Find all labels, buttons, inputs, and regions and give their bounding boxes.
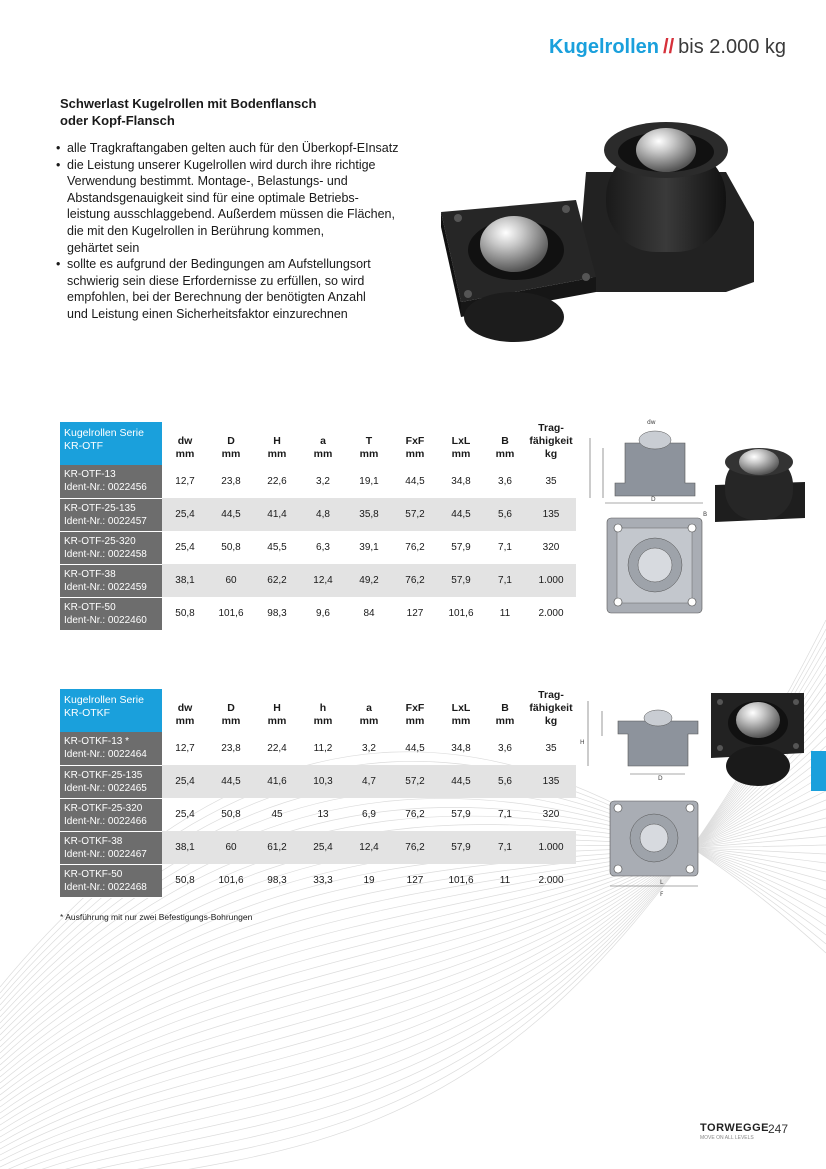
product-name-line: KR-OTF-38 (64, 568, 116, 580)
table-cell: 98,3 (267, 875, 287, 886)
drawing-label-b: B (703, 511, 708, 518)
product-photo-otf (710, 440, 810, 540)
series-label-line: Kugelrollen Serie (64, 427, 144, 439)
column-header (254, 422, 300, 465)
product-name-cell (60, 465, 162, 498)
column-header-line: mm (313, 715, 333, 727)
table-cell: 60 (208, 564, 254, 597)
table-cell: 50,8 (175, 608, 195, 619)
feature-list-line: die mit den Kugelrollen in Berührung kommen, (67, 223, 325, 238)
drawing-label-l: L (660, 879, 664, 886)
series-label-line: KR-OTKF (64, 707, 111, 719)
table-cell: 57,9 (438, 564, 484, 597)
column-header-line: mm (267, 715, 287, 727)
feature-list (56, 140, 426, 323)
drawing-label-h: H (580, 739, 585, 746)
table-cell: 10,3 (300, 765, 346, 798)
table-cell: 11 (499, 608, 511, 619)
table-row (60, 831, 576, 864)
product-name-cell (60, 498, 162, 531)
table-cell: 3,6 (498, 743, 512, 754)
column-header-line: LxL (451, 435, 471, 447)
column-header-line: mm (451, 715, 471, 727)
table-cell: 45 (271, 809, 283, 820)
table-cell: 50,8 (175, 875, 195, 886)
page-header (549, 36, 786, 59)
product-name-line: Ident-Nr.: 0022456 (64, 482, 147, 494)
column-header-line: mm (175, 448, 195, 460)
table-cell: 62,2 (254, 564, 300, 597)
column-header-line: mm (267, 448, 287, 460)
feature-list-line: • sollte es aufgrund der Bedingungen am Aufstellungsort (67, 257, 371, 272)
table-cell: 44,5 (405, 743, 425, 754)
table-cell: 6,9 (362, 809, 376, 820)
column-header-line: mm (313, 448, 333, 460)
column-header-line: LxL (451, 702, 471, 714)
table-cell: 76,2 (405, 542, 425, 553)
table-cell: 22,4 (267, 743, 287, 754)
column-header-line: dw (177, 702, 193, 714)
table-cell: 35 (545, 476, 557, 487)
table-cell: 127 (406, 608, 424, 619)
feature-list-item (56, 140, 426, 157)
product-name-line: KR-OTKF-25-135 (64, 769, 143, 781)
column-header (346, 689, 392, 732)
column-header (526, 689, 576, 732)
table-cell: 34,8 (451, 476, 471, 487)
table-cell: 44,5 (405, 476, 425, 487)
table-cell: 76,2 (405, 809, 425, 820)
column-header-line: mm (405, 448, 425, 460)
table-cell: 2.000 (538, 608, 564, 619)
product-name-line: KR-OTF-25-135 (64, 502, 136, 514)
product-name-cell (60, 531, 162, 564)
drawing-label-f: F (660, 891, 664, 898)
product-name-line: KR-OTKF-50 (64, 868, 123, 880)
column-header (438, 689, 484, 732)
feature-list-line: leistung ausschlaggebend. Außerdem müssen die Flächen, (67, 207, 395, 222)
table-cell: 7,1 (498, 542, 512, 553)
column-header (346, 422, 392, 465)
table-cell: 13 (317, 809, 329, 820)
table-cell: 44,5 (208, 498, 254, 531)
column-header (300, 689, 346, 732)
table-row (60, 732, 576, 765)
brand-tagline: MOVE ON ALL LEVELS (700, 1135, 754, 1141)
column-header-line: mm (221, 715, 241, 727)
section-heading-line: oder Kopf-Flansch (60, 113, 175, 128)
table-cell: 60 (208, 831, 254, 864)
footer-logo (700, 1122, 769, 1141)
header-separator: // (663, 36, 675, 58)
section-tab (811, 751, 826, 791)
table-cell: 49,2 (346, 564, 392, 597)
table-cell: 23,8 (221, 743, 241, 754)
table-cell: 44,5 (438, 498, 484, 531)
column-header (526, 422, 576, 465)
table-cell: 3,2 (316, 476, 330, 487)
section-heading-line: Schwerlast Kugelrollen mit Bodenflansch (60, 96, 317, 111)
column-header-line: fähigkeit (529, 435, 573, 447)
table-cell: 135 (526, 765, 576, 798)
product-name-line: Ident-Nr.: 0022465 (64, 782, 147, 794)
column-header (392, 689, 438, 732)
table-cell: 25,4 (175, 809, 195, 820)
table-cell: 98,3 (267, 608, 287, 619)
column-header-line: mm (175, 715, 195, 727)
brand-logo: TORWEGGE (700, 1122, 769, 1134)
page-number: 247 (768, 1122, 789, 1136)
column-header-line: kg (544, 448, 558, 460)
feature-list-line: Verwendung bestimmt. Montage-, Belastungs- und (67, 174, 348, 189)
column-header-line: mm (495, 715, 515, 727)
table-cell: 5,6 (484, 498, 526, 531)
table-header-row (60, 422, 576, 465)
feature-list-line: Abstandsgenauigkeit sind für eine optimale Betriebs- (67, 190, 359, 205)
column-header-line: Trag- (538, 689, 564, 701)
table-cell: 76,2 (392, 564, 438, 597)
table-cell: 23,8 (221, 476, 241, 487)
column-header-line: dw (177, 435, 193, 447)
product-name-line: Ident-Nr.: 0022457 (64, 515, 147, 527)
table-cell: 1.000 (526, 564, 576, 597)
product-name-line: Ident-Nr.: 0022468 (64, 881, 147, 893)
column-header-line: mm (405, 715, 425, 727)
product-name-cell (60, 732, 162, 765)
table-row (60, 465, 576, 498)
product-name-line: KR-OTF-50 (64, 601, 116, 613)
drawing-label-d: D (658, 775, 663, 782)
column-header-line: kg (544, 715, 558, 727)
column-header-line: mm (451, 448, 471, 460)
table-header-row (60, 689, 576, 732)
table-cell: 33,3 (313, 875, 333, 886)
product-name-line: KR-OTF-25-320 (64, 535, 136, 547)
table-cell: 4,7 (346, 765, 392, 798)
table-cell: 39,1 (359, 542, 379, 553)
product-name-line: KR-OTKF-38 (64, 835, 123, 847)
column-header-line: mm (495, 448, 515, 460)
table-cell: 22,6 (267, 476, 287, 487)
column-header-line: H (273, 435, 281, 447)
table-cell: 25,4 (175, 542, 195, 553)
table-cell: 7,1 (498, 809, 512, 820)
table-row (60, 864, 576, 897)
section-heading (60, 95, 390, 129)
product-name-line: Ident-Nr.: 0022466 (64, 815, 147, 827)
column-header (162, 422, 208, 465)
table-cell: 12,7 (175, 743, 195, 754)
table-cell: 61,2 (254, 831, 300, 864)
table-cell: 2.000 (538, 875, 564, 886)
table-row (60, 531, 576, 564)
column-header-line: D (227, 435, 235, 447)
technical-drawing-otf (585, 418, 725, 623)
table-cell: 6,3 (316, 542, 330, 553)
table-cell: 135 (526, 498, 576, 531)
feature-list-item (56, 256, 426, 322)
feature-list-line: schwierig sein diese Erfordernisse zu erfüllen, so wird (67, 273, 365, 288)
table-cell: 57,2 (392, 498, 438, 531)
table-cell: 38,1 (162, 831, 208, 864)
table-cell: 1.000 (526, 831, 576, 864)
table-cell: 35 (545, 743, 557, 754)
table-cell: 320 (542, 542, 560, 553)
table-cell: 7,1 (484, 564, 526, 597)
column-header (484, 689, 526, 732)
table-cell: 44,5 (208, 765, 254, 798)
column-header-line: mm (359, 715, 379, 727)
product-name-cell (60, 864, 162, 897)
product-name-line: Ident-Nr.: 0022460 (64, 614, 147, 626)
column-header-line: a (366, 702, 372, 714)
table-cell: 9,6 (316, 608, 330, 619)
table-cell: 127 (406, 875, 424, 886)
table-cell: 38,1 (162, 564, 208, 597)
column-header (254, 689, 300, 732)
column-header-line: a (320, 435, 326, 447)
product-name-line: KR-OTKF-25-320 (64, 802, 143, 814)
product-name-cell (60, 765, 162, 798)
header-title: Kugelrollen (549, 36, 660, 58)
table-cell: 7,1 (484, 831, 526, 864)
table-kr-otkf (60, 689, 576, 898)
series-label (60, 689, 162, 732)
column-header-line: H (273, 702, 281, 714)
product-name-line: Ident-Nr.: 0022458 (64, 548, 147, 560)
column-header-line: mm (359, 448, 379, 460)
drawing-label-d: D (651, 496, 656, 503)
column-header-line: FxF (405, 702, 425, 714)
table-cell: 57,9 (451, 542, 471, 553)
table-cell: 25,4 (162, 765, 208, 798)
series-label-line: KR-OTF (64, 440, 104, 452)
product-photo-otkf (706, 688, 811, 793)
table-cell: 45,5 (267, 542, 287, 553)
table-cell: 101,6 (218, 875, 244, 886)
product-name-cell (60, 798, 162, 831)
table-cell: 41,4 (254, 498, 300, 531)
table-cell: 35,8 (346, 498, 392, 531)
table-cell: 25,4 (300, 831, 346, 864)
product-name-cell (60, 564, 162, 597)
feature-list-line: empfohlen, bei der Berechnung der benötigten Anzahl (67, 290, 366, 305)
technical-drawing-otkf (580, 686, 710, 901)
column-header-line: B (501, 435, 509, 447)
column-header-line: B (501, 702, 509, 714)
table-cell: 12,7 (175, 476, 195, 487)
column-header-line: D (227, 702, 235, 714)
product-name-cell (60, 831, 162, 864)
table-cell: 19,1 (359, 476, 379, 487)
table-cell: 11 (499, 875, 511, 886)
table-cell: 57,2 (392, 765, 438, 798)
column-header-line: fähigkeit (529, 702, 573, 714)
column-header-line: Trag- (538, 422, 564, 434)
table-cell: 11,2 (313, 743, 333, 754)
column-header (484, 422, 526, 465)
header-subtitle: bis 2.000 kg (678, 36, 786, 58)
table-cell: 5,6 (484, 765, 526, 798)
product-name-line: KR-OTF-13 (64, 469, 116, 481)
drawing-label-dw: dw (647, 419, 656, 426)
product-name-cell (60, 597, 162, 630)
column-header (208, 689, 254, 732)
column-header (438, 422, 484, 465)
product-name-line: Ident-Nr.: 0022459 (64, 581, 147, 593)
table-cell: 76,2 (392, 831, 438, 864)
column-header (392, 422, 438, 465)
table-row (60, 798, 576, 831)
table-cell: 50,8 (221, 542, 241, 553)
table-cell: 41,6 (254, 765, 300, 798)
column-header (208, 422, 254, 465)
table-row (60, 765, 576, 798)
column-header-line: h (319, 702, 327, 714)
column-header (162, 689, 208, 732)
feature-list-line: gehärtet sein (67, 240, 140, 255)
table-row (60, 498, 576, 531)
table-cell: 3,2 (362, 743, 376, 754)
table-cell: 12,4 (346, 831, 392, 864)
table-cell: 3,6 (498, 476, 512, 487)
product-name-line: Ident-Nr.: 0022467 (64, 848, 147, 860)
column-header-line: T (365, 435, 373, 447)
table-cell: 4,8 (300, 498, 346, 531)
feature-list-item (56, 157, 426, 257)
table-cell: 101,6 (218, 608, 244, 619)
feature-list-line: • die Leistung unserer Kugelrollen wird durch ihre richtige (67, 157, 376, 172)
table-cell: 34,8 (451, 743, 471, 754)
column-header (300, 422, 346, 465)
series-label-line: Kugelrollen Serie (64, 694, 144, 706)
footnote: * Ausführung mit nur zwei Befestigungs-Bohrungen (60, 912, 253, 922)
table-cell: 57,9 (451, 809, 471, 820)
product-name-line: Ident-Nr.: 0022464 (64, 749, 147, 761)
table-cell: 12,4 (300, 564, 346, 597)
table-row (60, 597, 576, 630)
table-cell: 44,5 (438, 765, 484, 798)
column-header-line: mm (221, 448, 241, 460)
series-label (60, 422, 162, 465)
table-cell: 101,6 (448, 608, 474, 619)
feature-list-line: und Leistung einen Sicherheitsfaktor einzurechnen (67, 306, 348, 321)
table-cell: 50,8 (221, 809, 241, 820)
table-kr-otf (60, 422, 576, 631)
table-cell: 25,4 (162, 498, 208, 531)
table-cell: 320 (542, 809, 560, 820)
feature-list-line: • alle Tragkraftangaben gelten auch für den Überkopf-EInsatz (67, 141, 399, 155)
product-photo-main (436, 112, 756, 347)
column-header-line: FxF (405, 435, 425, 447)
table-cell: 84 (363, 608, 375, 619)
product-name-line: KR-OTKF-13 * (64, 736, 130, 748)
table-cell: 19 (363, 875, 375, 886)
table-cell: 101,6 (448, 875, 474, 886)
table-row (60, 564, 576, 597)
table-cell: 57,9 (438, 831, 484, 864)
